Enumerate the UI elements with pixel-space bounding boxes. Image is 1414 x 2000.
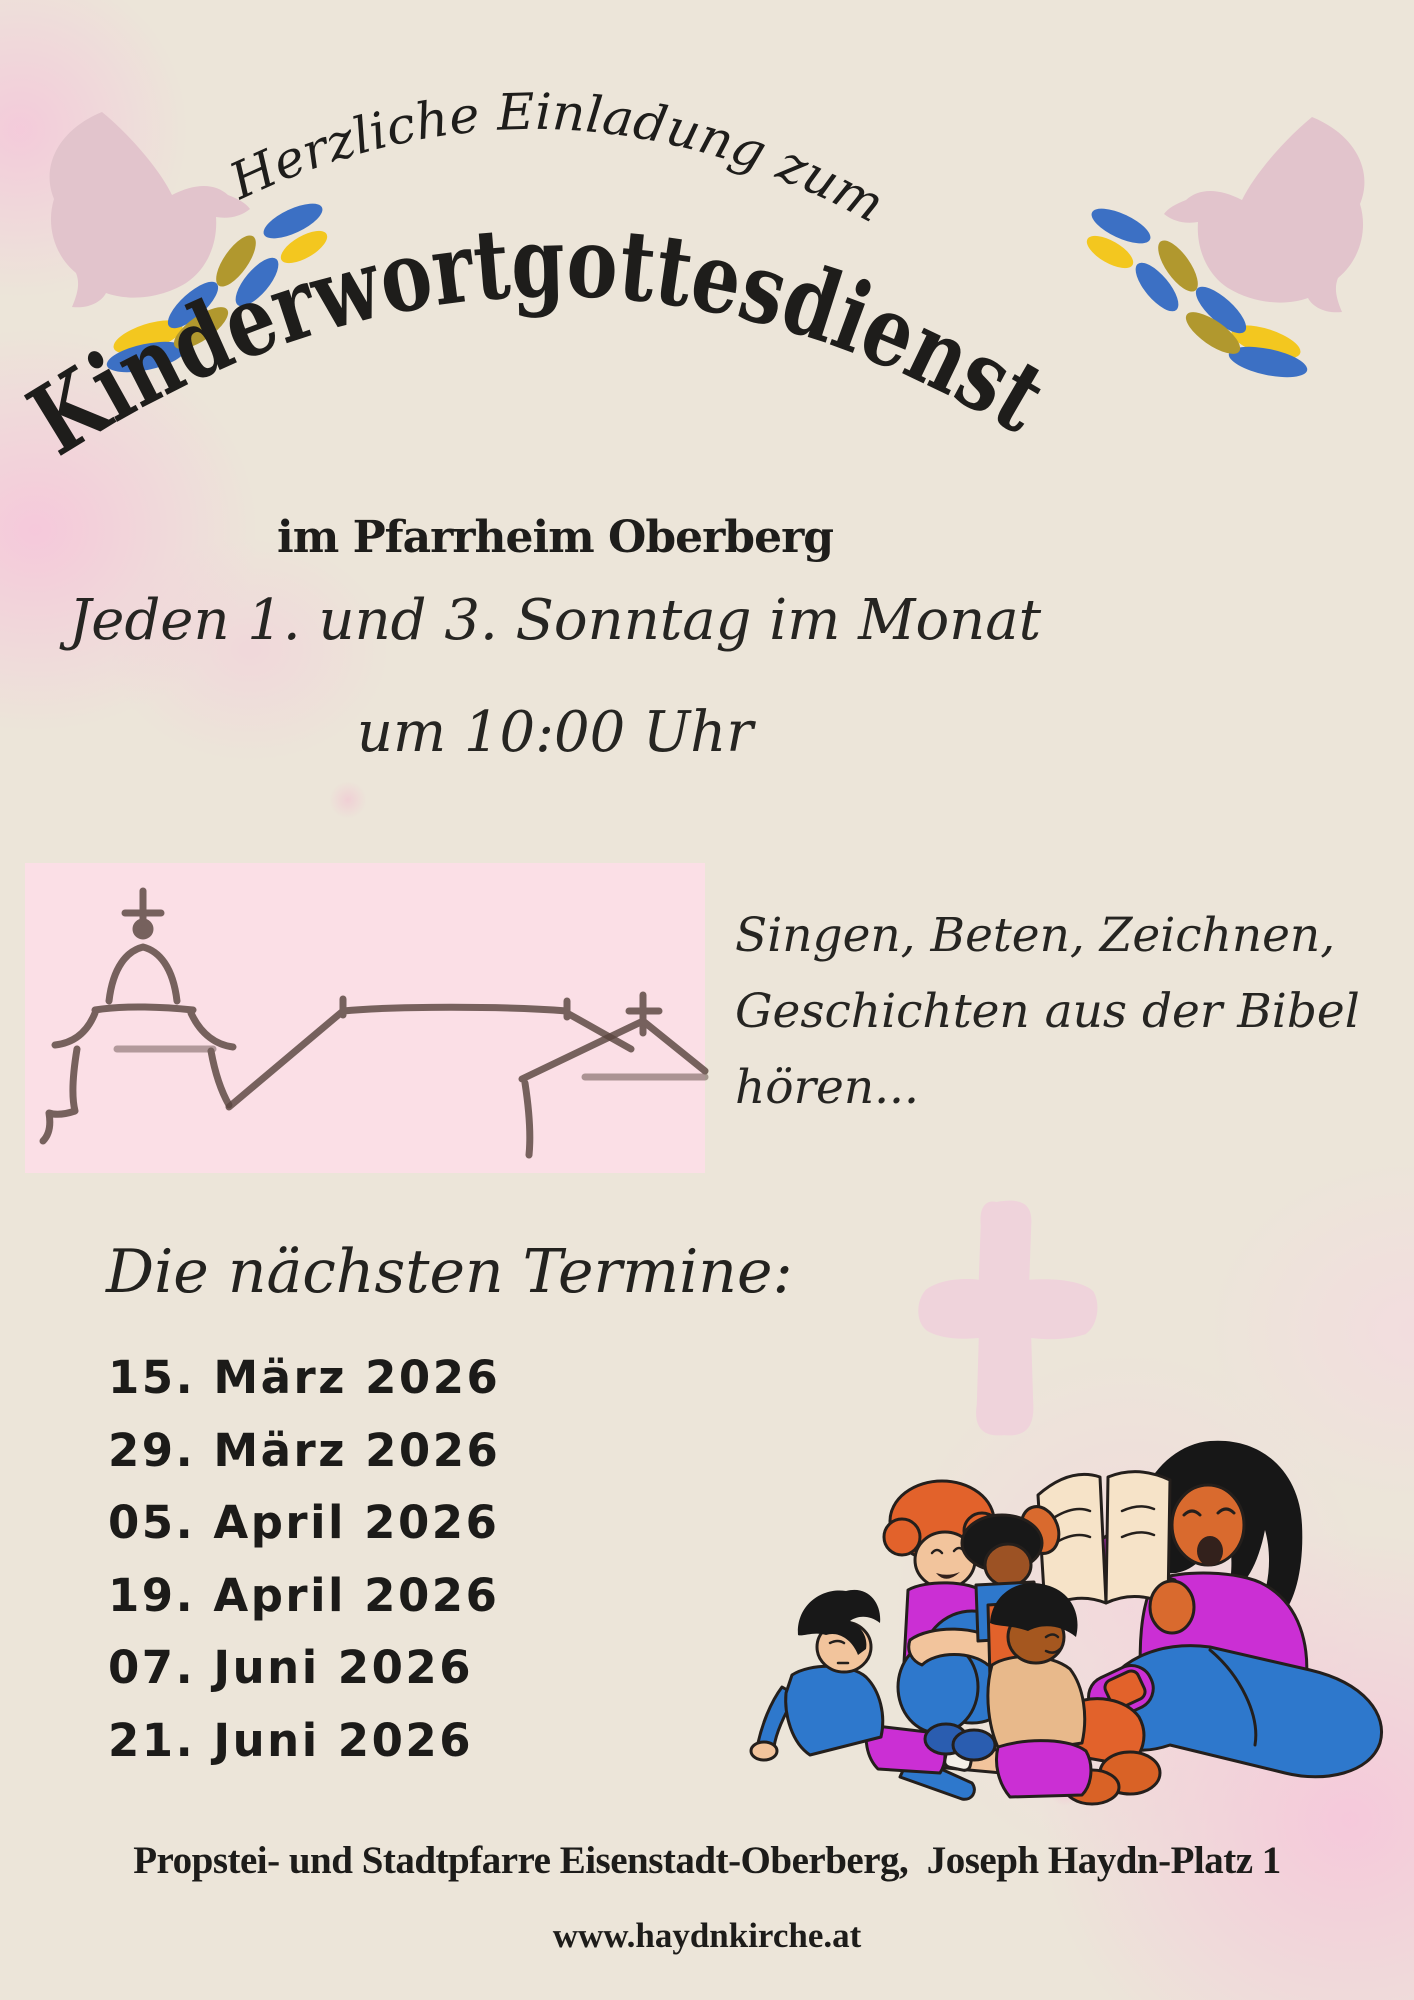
- website-link: www.haydnkirche.at: [552, 1916, 862, 1955]
- date-item: 19. April 2026: [108, 1568, 500, 1622]
- church-sketch-drawing: [25, 863, 705, 1173]
- dove-icon-right: [1064, 100, 1404, 390]
- date-item: 05. April 2026: [108, 1496, 500, 1549]
- dates-list: [108, 1342, 500, 1777]
- schedule-line-1: Jeden 1. und 3. Sonntag im Monat: [68, 588, 1042, 653]
- church-chapel: [522, 995, 705, 1155]
- date-item: 15. März 2026: [108, 1351, 501, 1404]
- story-time-illustration: [740, 1425, 1390, 1835]
- date-item: 21. Juni 2026: [108, 1713, 474, 1767]
- activities-text: [735, 898, 1385, 1126]
- date-item: 07. Juni 2026: [108, 1641, 474, 1694]
- cross-icon: [903, 1190, 1107, 1452]
- date-item: 29. März 2026: [108, 1423, 501, 1477]
- dates-heading: Die nächsten Termine:: [106, 1237, 793, 1307]
- activities-line-2: Geschichten aus der Bibel: [735, 984, 1360, 1039]
- greeting-label: Herzliche Einladung zum: [221, 82, 893, 234]
- church-sketch-image: [25, 863, 705, 1173]
- activities-line-3: hören...: [735, 1060, 919, 1115]
- page-title: [10, 204, 1073, 478]
- address-line: Propstei- und Stadtpfarre Eisenstadt-Oberberg, Joseph Haydn-Platz 1: [133, 1839, 1281, 1882]
- title-label: Kinderwortgottesdienst: [10, 204, 1073, 478]
- schedule-line-2: um 10:00 Uhr: [356, 700, 754, 765]
- church-tower: [43, 891, 233, 1141]
- subtitle: im Pfarrheim Oberberg: [276, 512, 834, 563]
- title-arc: [0, 180, 1110, 520]
- activities-line-1: Singen, Beten, Zeichnen,: [735, 908, 1336, 963]
